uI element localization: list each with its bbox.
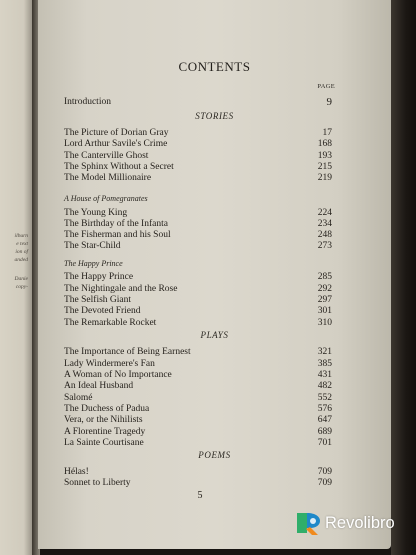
toc-entry-title: Hélas! [64,467,89,477]
toc-entry [64,240,332,252]
toc-entry-title: La Sainte Courtisane [64,438,144,448]
toc-entry-page: 292 [317,284,332,294]
toc-entry-page: 234 [317,219,332,229]
toc-entry-title: The Nightingale and the Rose [64,284,178,294]
toc-entry-title: The Duchess of Padua [64,404,150,414]
section-heading-plays: PLAYS [200,330,229,340]
toc-entry-title: Introduction [64,97,111,107]
left-page-fragment: ilburn [14,233,28,239]
toc-entry-page: 310 [317,318,332,328]
revolibro-watermark [294,511,414,537]
toc-entry-page: 647 [317,415,332,425]
toc-entry-title: The Importance of Being Earnest [64,347,191,357]
contents-page [38,0,391,549]
toc-entry-page: 168 [317,139,332,149]
toc-entry [64,271,332,283]
toc-entry-title: The Star-Child [64,241,121,251]
toc-entry-page: 709 [317,467,332,477]
toc-entry-page: 9 [326,96,332,108]
left-page-edge [0,0,34,555]
toc-entry-title: Lady Windermere's Fan [64,359,155,369]
toc-entry-page: 576 [317,404,332,414]
toc-entry-page: 248 [317,230,332,240]
toc-entry-title: The Fisherman and his Soul [64,230,171,240]
toc-entry-page: 273 [317,241,332,251]
left-page-fragment: copy- [15,284,28,290]
toc-entry-page: 482 [317,381,332,391]
toc-entry-page: 689 [317,427,332,437]
section-heading-stories: STORIES [195,111,234,121]
subheading-happy-prince: The Happy Prince [64,259,123,268]
toc-entry-title: Sonnet to Liberty [64,478,131,488]
toc-entry-title: The Remarkable Rocket [64,318,157,328]
toc-entry-title: The Devoted Friend [64,306,141,316]
toc-entry-page: 219 [317,173,332,183]
toc-entry-page: 321 [317,347,332,357]
page-title: CONTENTS [178,59,251,74]
toc-entry-title: Salomé [64,393,93,403]
subheading-pomegranates: A House of Pomegranates [64,194,148,203]
revolibro-logo-icon [294,511,324,537]
toc-entry-page: 297 [317,295,332,305]
toc-entry-title: The Birthday of the Infanta [64,219,168,229]
toc-entry-page: 701 [317,438,332,448]
toc-entry-title: Lord Arthur Savile's Crime [64,139,168,149]
toc-entry [64,380,332,392]
toc-entry [64,477,332,489]
left-page-fragment: e text [16,241,28,247]
toc-entry-title: The Selfish Giant [64,295,132,305]
toc-entry [64,414,332,426]
toc-entry-title: A Florentine Tragedy [64,427,146,437]
toc-entry-page: 215 [317,162,332,172]
toc-entry-title: The Model Millionaire [64,173,152,183]
toc-entry [64,346,332,358]
toc-entry [64,138,332,150]
page-column-label: PAGE [317,83,335,90]
toc-entry-title: An Ideal Husband [64,381,134,391]
toc-entry-title: The Sphinx Without a Secret [64,162,174,172]
watermark-text: Revolibro [325,514,395,532]
left-page-fragment: anded [14,257,28,263]
toc-entry-title: The Happy Prince [64,272,134,282]
toc-entry [64,317,332,329]
toc-entry-title: The Canterville Ghost [64,151,149,161]
toc-entry-introduction [64,96,332,108]
toc-entry-page: 224 [317,208,332,218]
toc-entry-page: 385 [317,359,332,369]
toc-entry-page: 193 [317,151,332,161]
toc-entry-title: Vera, or the Nihilists [64,415,143,425]
left-page-fragment: ion of [15,249,28,255]
toc-entry-page: 285 [317,272,332,282]
page-number: 5 [197,490,203,501]
toc-entry-page: 552 [317,393,332,403]
section-heading-poems: POEMS [198,450,231,460]
dark-background [391,0,416,555]
toc-entry [64,305,332,317]
toc-entry [64,172,332,184]
toc-entry-page: 301 [317,306,332,316]
toc-entry-page: 709 [317,478,332,488]
toc-entry [64,437,332,449]
toc-entry-page: 17 [322,128,332,138]
toc-entry-title: The Picture of Dorian Gray [64,128,169,138]
toc-entry-page: 431 [317,370,332,380]
toc-entry-title: A Woman of No Importance [64,370,172,380]
left-page-fragment: Danie [14,276,28,282]
toc-entry-title: The Young King [64,208,128,218]
